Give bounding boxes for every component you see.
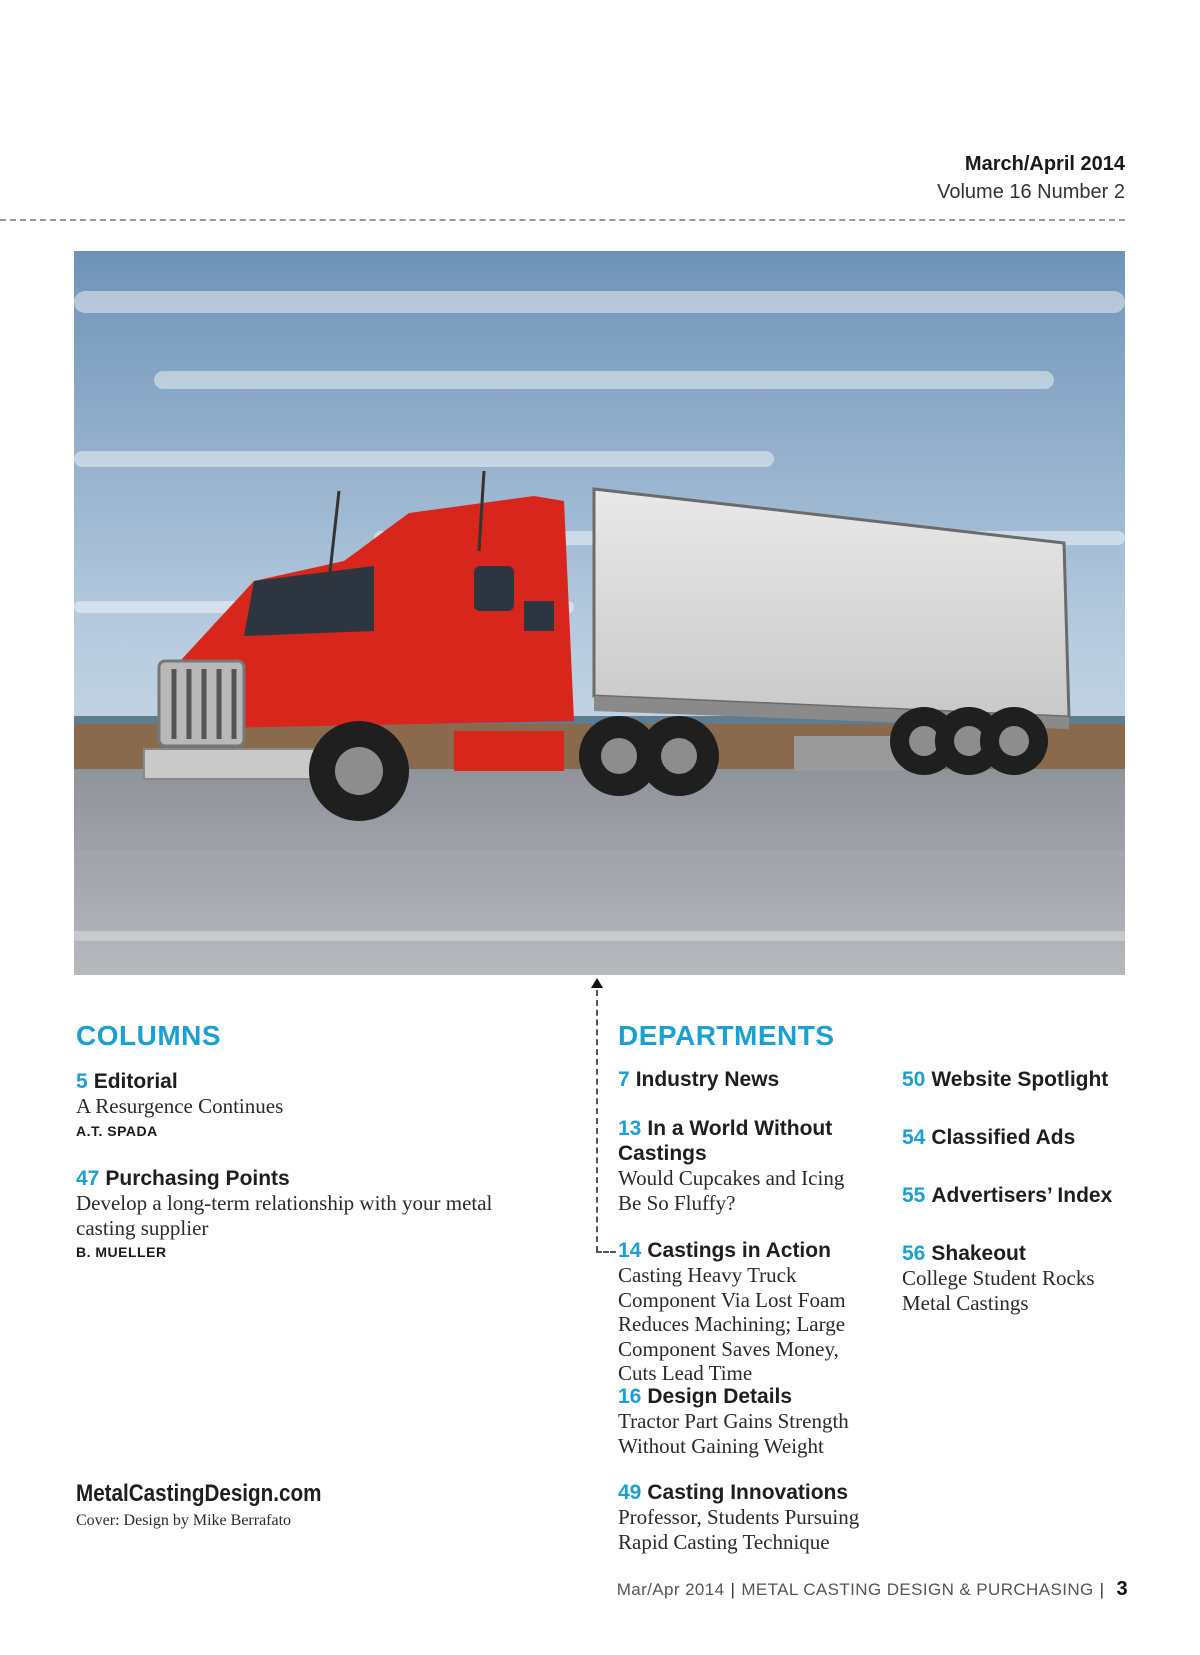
entry-title: Shakeout xyxy=(931,1242,1026,1265)
cover-pointer-connector xyxy=(596,1251,616,1253)
entry-description: Professor, Students Pursuing Rapid Casting Technique xyxy=(618,1505,860,1554)
page-number: 54 xyxy=(902,1126,926,1149)
entry-title: Casting Innovations xyxy=(647,1481,849,1504)
toc-entry-advertisers-index[interactable] xyxy=(902,1183,1142,1208)
issue-date: March/April 2014 xyxy=(964,153,1125,175)
departments-heading: DEPARTMENTS xyxy=(618,1020,835,1051)
page-number: 49 xyxy=(618,1481,642,1504)
toc-entry-shakeout[interactable] xyxy=(902,1241,1142,1315)
entry-description: A Resurgence Continues xyxy=(76,1094,284,1118)
toc-entry-editorial[interactable] xyxy=(76,1069,516,1139)
page-number: 47 xyxy=(76,1167,100,1190)
toc-entry-casting-innovations[interactable] xyxy=(618,1480,880,1554)
page-number: 13 xyxy=(618,1117,642,1140)
entry-author: A.T. SPADA xyxy=(76,1122,158,1139)
entry-description: Would Cupcakes and Icing Be So Fluffy? xyxy=(618,1166,845,1215)
cover-pointer-line xyxy=(596,990,598,1252)
entry-title: Advertisers’ Index xyxy=(931,1184,1113,1207)
page-number: 14 xyxy=(618,1239,642,1262)
page-number: 16 xyxy=(618,1385,642,1408)
entry-title: Website Spotlight xyxy=(931,1068,1109,1091)
footer-magazine: METAL CASTING DESIGN & PURCHASING xyxy=(741,1580,1094,1599)
entry-description: College Student Rocks Metal Castings xyxy=(902,1266,1095,1315)
issue-volume: Volume 16 Number 2 xyxy=(937,181,1125,203)
toc-entry-purchasing-points[interactable] xyxy=(76,1166,516,1260)
entry-title: Editorial xyxy=(93,1070,178,1093)
cover-credit: Cover: Design by Mike Berrafato xyxy=(76,1512,292,1529)
page-number: 55 xyxy=(902,1184,926,1207)
footer-page-number: 3 xyxy=(1116,1578,1128,1600)
toc-entry-classified-ads[interactable] xyxy=(902,1125,1142,1150)
entry-title: Castings in Action xyxy=(647,1239,831,1262)
cover-image-truck xyxy=(74,251,1125,975)
page-footer: Mar/Apr 2014 | METAL CASTING DESIGN & PURCHASING | 3 xyxy=(616,1578,1128,1600)
entry-author: B. MUELLER xyxy=(76,1244,167,1260)
toc-entry-website-spotlight[interactable] xyxy=(902,1067,1142,1092)
page-number: 56 xyxy=(902,1242,926,1265)
entry-description: Develop a long-term relationship with your metal casting supplier xyxy=(76,1191,493,1240)
entry-title: Classified Ads xyxy=(931,1126,1076,1149)
arrow-up-icon xyxy=(591,978,603,988)
page-number: 5 xyxy=(76,1070,88,1093)
website-link[interactable]: MetalCastingDesign.com xyxy=(76,1480,322,1507)
entry-title: Industry News xyxy=(635,1068,780,1091)
toc-entry-industry-news[interactable] xyxy=(618,1067,878,1092)
toc-entry-castings-in-action[interactable] xyxy=(618,1238,880,1386)
entry-title: Design Details xyxy=(647,1385,793,1408)
entry-description: Tractor Part Gains Strength Without Gaining Weight xyxy=(618,1409,849,1458)
toc-entry-in-a-world-without-castings[interactable] xyxy=(618,1116,868,1215)
footer-issue: Mar/Apr 2014 xyxy=(616,1580,725,1599)
entry-title: In a World Without Castings xyxy=(618,1117,833,1165)
entry-title: Purchasing Points xyxy=(105,1167,290,1190)
toc-entry-design-details[interactable] xyxy=(618,1384,880,1458)
page-number: 50 xyxy=(902,1068,926,1091)
dashed-divider xyxy=(0,219,1125,221)
issue-info xyxy=(937,150,1125,206)
page-number: 7 xyxy=(618,1068,630,1091)
columns-heading: COLUMNS xyxy=(76,1020,222,1051)
entry-description: Casting Heavy Truck Component Via Lost Foam Reduces Machining; Large Component Saves Money, Cuts Lead Time xyxy=(618,1263,846,1385)
